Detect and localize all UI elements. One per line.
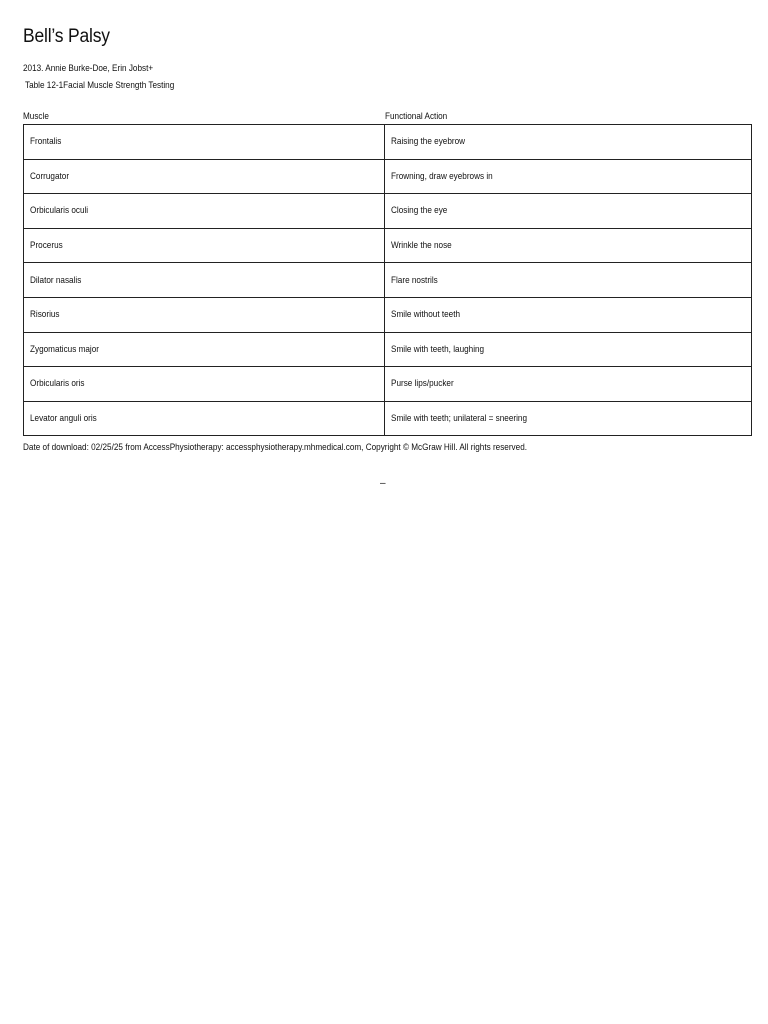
page-mark: – [380, 478, 386, 489]
action-cell: Wrinkle the nose [385, 228, 752, 263]
table-row [24, 228, 752, 263]
muscle-table [23, 124, 745, 436]
action-cell: Purse lips/pucker [385, 367, 752, 402]
table-row [24, 332, 752, 367]
action-cell: Flare nostrils [385, 263, 752, 298]
column-header-muscle: Muscle [23, 111, 49, 122]
table-row [24, 367, 752, 402]
table-row [24, 263, 752, 298]
action-cell: Closing the eye [385, 194, 752, 229]
muscle-cell: Risorius [24, 297, 385, 332]
column-header-functional-action: Functional Action [385, 111, 448, 122]
muscle-cell: Levator anguli oris [24, 401, 385, 436]
table-row [24, 401, 752, 436]
action-cell: Frowning, draw eyebrows in [385, 159, 752, 194]
table-row [24, 159, 752, 194]
muscle-cell: Orbicularis oris [24, 367, 385, 402]
authors-line: 2013. Annie Burke-Doe, Erin Jobst+ [23, 63, 154, 74]
muscle-cell: Procerus [24, 228, 385, 263]
table-row [24, 194, 752, 229]
muscle-cell: Dilator nasalis [24, 263, 385, 298]
muscle-cell: Orbicularis oculi [24, 194, 385, 229]
muscle-cell: Corrugator [24, 159, 385, 194]
action-cell: Smile without teeth [385, 297, 752, 332]
page-title: Bell’s Palsy [23, 26, 110, 47]
action-cell: Raising the eyebrow [385, 125, 752, 160]
action-cell: Smile with teeth, laughing [385, 332, 752, 367]
table-row [24, 297, 752, 332]
muscle-cell: Zygomaticus major [24, 332, 385, 367]
action-cell: Smile with teeth; unilateral = sneering [385, 401, 752, 436]
download-copyright-line: Date of download: 02/25/25 from AccessPhysiotherapy: accessphysiotherapy.mhmedical.com, Copyright © McGraw Hill. All rights reserved. [23, 442, 528, 453]
muscle-cell: Frontalis [24, 125, 385, 160]
table-row [24, 125, 752, 160]
table-caption: Table 12-1Facial Muscle Strength Testing [25, 80, 175, 91]
